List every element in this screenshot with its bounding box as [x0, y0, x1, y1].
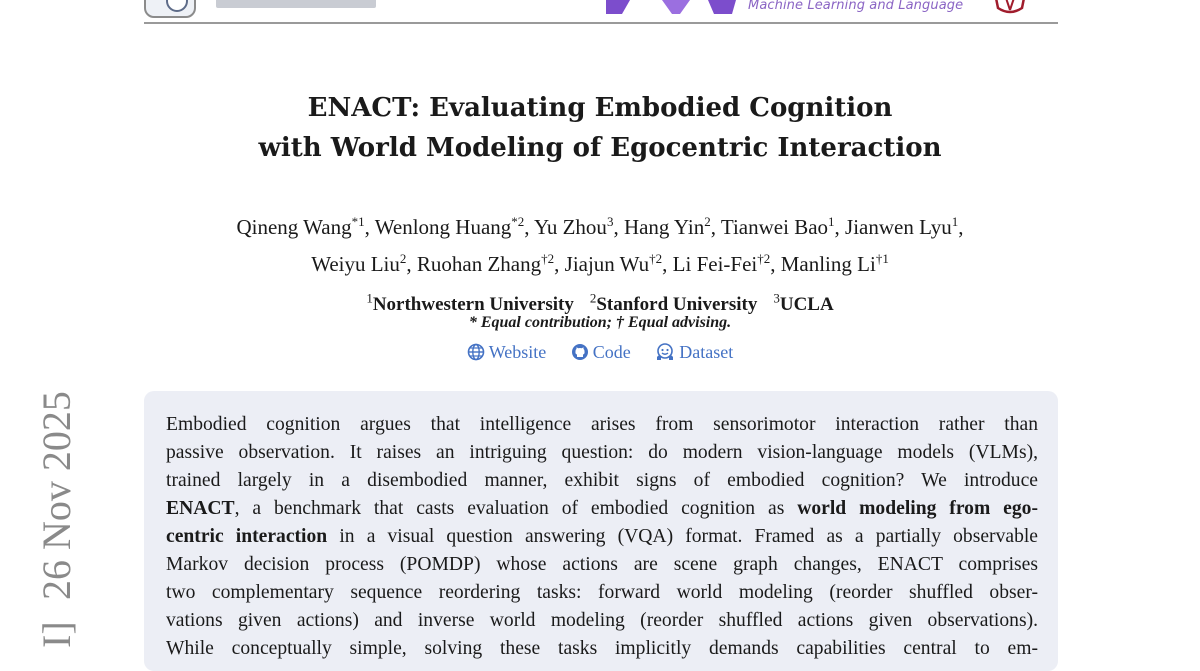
website-link-label: Website	[488, 342, 547, 362]
abstract-line	[166, 579, 1038, 607]
paper-links	[0, 340, 1200, 367]
affiliation-name: Stanford University	[596, 294, 758, 316]
author-list	[150, 206, 1050, 280]
abstract-line	[166, 635, 1038, 663]
author-affiliation-mark: †2	[757, 251, 771, 266]
abstract-text-segment: vations given actions) and inverse world modeling (reorder shuffled actions given observations).	[166, 610, 1038, 631]
affiliation-name: Northwestern University	[372, 294, 574, 316]
abstract-line	[166, 551, 1038, 579]
university-shield-icon	[992, 0, 1028, 14]
abstract-text-segment: While conceptually simple, solving these tasks implicitly demands capabilities central to em-	[166, 638, 1038, 659]
affiliation-name: UCLA	[779, 294, 834, 316]
affiliation-number: 1	[366, 291, 373, 306]
code-link-label: Code	[592, 342, 631, 362]
abstract-line	[166, 607, 1038, 635]
author-name: Yu Zhou	[534, 215, 607, 239]
author-affiliation-mark: *1	[351, 214, 365, 229]
author-affiliation-mark: *2	[511, 214, 525, 229]
dataset-link[interactable]	[655, 340, 733, 364]
arxiv-stamp-prefix: I]	[34, 621, 79, 648]
header-strip	[0, 0, 1200, 26]
abstract-line	[166, 439, 1038, 467]
abstract-text-segment: in a visual question answering (VQA) format. Framed as a partially observable	[327, 526, 1039, 547]
mll-lab-logo-text: Machine Learning and Language	[748, 0, 964, 13]
author-name: Weiyu Liu	[311, 252, 400, 276]
paper-title	[0, 88, 1200, 168]
author-affiliation-mark: 1	[828, 214, 835, 229]
abstract-text-segment: , a benchmark that casts evaluation of embodied cognition as	[234, 498, 798, 519]
enact-wordmark-logo	[216, 0, 376, 8]
abstract-line	[166, 523, 1038, 551]
dataset-link-label: Dataset	[679, 342, 734, 362]
author-line-2: Weiyu Liu$^2$, Ruohan Zhang$^{\dagger 2}$, Jiajun Wu$^{\dagger 2}$, Li Fei-Fei$^{\dagger 2}$, Manling Li$^{\dagger 1}$	[311, 251, 889, 276]
author-affiliation-mark: 3	[606, 214, 614, 229]
affiliation-number: 2	[589, 291, 597, 306]
author-name: Hang Yin	[623, 215, 705, 239]
logo-lens-icon	[166, 0, 188, 12]
author-affiliation-mark: 2	[704, 214, 711, 229]
enact-logo-icon	[144, 0, 196, 18]
paper-title-line-2: with World Modeling of Egocentric Interaction	[258, 133, 942, 163]
author-affiliation-mark: 2	[399, 251, 407, 266]
arxiv-stamp-date: 26 Nov 2025	[34, 391, 79, 600]
author-name: Li Fei-Fei	[672, 252, 758, 276]
arxiv-side-stamp	[32, 390, 82, 648]
author-name: Jiajun Wu	[564, 252, 650, 276]
author-line-1: Qineng Wang$^{*1}$, Wenlong Huang$^{*2}$, Yu Zhou$^3$, Hang Yin$^2$, Tianwei Bao$^1$, Jianwen Lyu$^1$,	[236, 214, 964, 239]
hugging-face-icon	[655, 343, 675, 361]
author-name: Qineng Wang	[236, 215, 352, 239]
abstract-text-segment: trained largely in a disembodied manner, exhibit signs of embodied cognition? We introduce	[166, 470, 1038, 491]
author-affiliation-mark: †1	[875, 251, 889, 266]
paper-title-line-1: ENACT: Evaluating Embodied Cognition	[307, 93, 893, 123]
code-link[interactable]	[571, 340, 631, 364]
author-name: Tianwei Bao	[720, 215, 829, 239]
arxiv-stamp-svg	[32, 390, 82, 648]
abstract-text-segment: two complementary sequence reordering tasks: forward world modeling (reorder shuffled obser-	[166, 582, 1038, 603]
abstract-box	[144, 391, 1058, 671]
github-icon	[571, 343, 589, 361]
abstract-emphasis: centric interaction	[166, 526, 328, 547]
abstract-text-segment: passive observation. It raises an intriguing question: do modern vision-language models (VLMs),	[166, 442, 1038, 463]
abstract-text	[166, 411, 1038, 663]
author-affiliation-mark: †2	[649, 251, 663, 266]
affiliation-number: 3	[773, 291, 780, 306]
author-name: Jianwen Lyu	[845, 215, 952, 239]
author-affiliation-mark: 1	[951, 214, 959, 229]
author-affiliation-mark: †2	[541, 251, 555, 266]
abstract-text-segment: Markov decision process (POMDP) whose actions are scene graph changes, ENACT comprises	[166, 554, 1038, 575]
abstract-line	[166, 467, 1038, 495]
author-name: Ruohan Zhang	[416, 252, 542, 276]
globe-icon	[467, 343, 485, 361]
header-divider	[144, 22, 1058, 24]
author-name: Manling Li	[780, 252, 876, 276]
abstract-text-segment: Embodied cognition argues that intelligence arises from sensorimotor interaction rather than	[166, 414, 1038, 435]
abstract-emphasis: world modeling from ego-	[797, 498, 1038, 519]
abstract-emphasis: ENACT	[166, 498, 235, 519]
abstract-line	[166, 495, 1038, 523]
website-link[interactable]	[467, 340, 547, 364]
abstract-line	[166, 411, 1038, 439]
author-name: Wenlong Huang	[374, 215, 512, 239]
mll-lab-logo-icon	[604, 0, 744, 14]
equal-contribution-note: * Equal contribution; † Equal advising.	[468, 314, 732, 331]
